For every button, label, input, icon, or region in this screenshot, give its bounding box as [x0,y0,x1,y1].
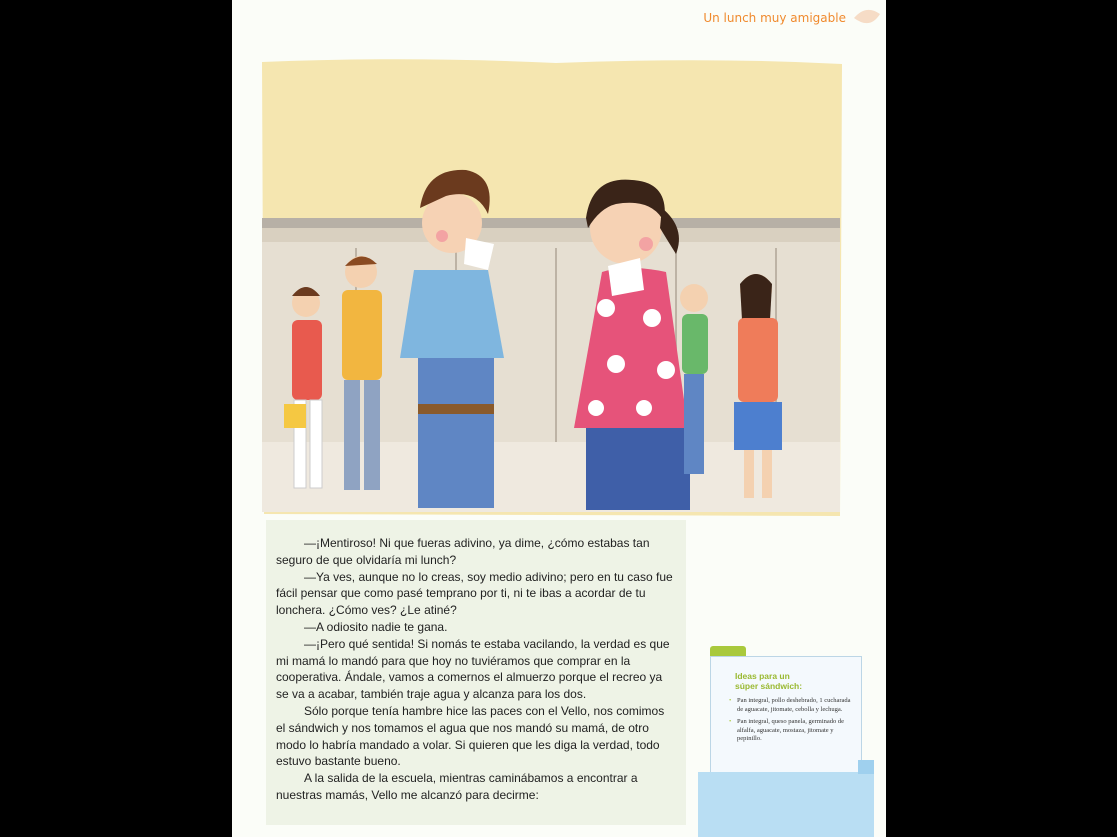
sandwich-ideas-box [710,656,862,778]
running-header: Un lunch muy amigable [703,11,846,25]
illustration-children-eating [256,58,846,518]
story-paragraph: —A odiosito nadie te gana. [304,619,448,634]
sidebar-list [711,697,861,744]
story-paragraph: A la salida de la escuela, mientras caminábamos a encontrar a nuestras mamás, Vello me alcanzó para decirme: [276,771,638,802]
sidebar-title [735,671,861,691]
sidebar-title-line: Ideas para un [735,671,790,681]
girl-figure [574,180,690,510]
blue-card-tab [858,760,874,774]
story-paragraph: —Ya ves, aunque no lo creas, soy medio adivino; pero en tu caso fue fácil pensar que como pasé temprano por ti, ni te ibas a acordar de tu lonchera. ¿Cómo ves? ¿Le atiné? [276,569,673,618]
leaf-icon [852,6,882,30]
blue-card [698,772,874,837]
story-text [276,535,676,804]
list-item: • Pan integral, queso panela, germinado de alfalfa, aguacate, mostaza, jitomate y pepinillo. [737,718,855,744]
book-page [232,0,886,837]
story-paragraph: —¡Mentiroso! Ni que fueras adivino, ya dime, ¿cómo estabas tan seguro de que olvidaría mi lunch? [276,536,650,567]
story-paragraph: —¡Pero qué sentida! Si nomás te estaba vacilando, la verdad es que mi mamá lo mandó para que hoy no tuviéramos que comprar en la cooperativa. Ándale, vamos a comernos el almuerzo porque el recreo ya se va a acabar, también traje agua y alcanza para los dos. [276,636,670,702]
list-item: • Pan integral, pollo deshebrado, 1 cucharada de aguacate, jitomate, cebolla y lechuga. [737,697,855,714]
sidebar-title-line: súper sándwich: [735,681,803,691]
story-paragraph: Sólo porque tenía hambre hice las paces con el Vello, nos comimos el sándwich y nos tomamos el agua que nos mandó su mamá, de otro modo lo habría mandado a volar. Si quieren que les diga la verdad, todo estuvo bastante bueno. [276,703,665,769]
